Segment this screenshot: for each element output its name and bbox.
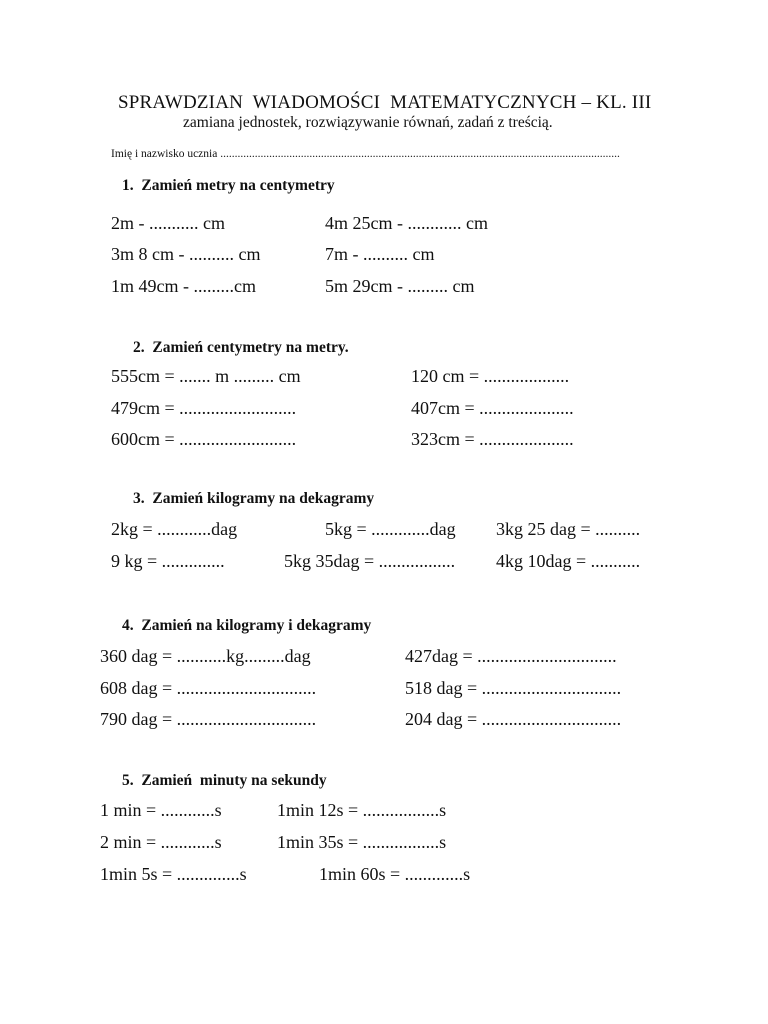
exercise-item: 4kg 10dag = ........... [496, 551, 641, 571]
exercise-item: 2kg = ............dag [111, 519, 238, 539]
exercise-item: 7m - .......... cm [325, 244, 435, 264]
exercise-item: 2 min = ............s [100, 832, 222, 852]
exercise-item: 790 dag = ............................... [100, 709, 317, 729]
exercise-item: 600cm = .......................... [111, 429, 297, 449]
section-5-heading: 5. Zamień minuty na sekundy [122, 772, 327, 789]
section-2-heading: 2. Zamień centymetry na metry. [133, 339, 349, 356]
exercise-item: 2m - ........... cm [111, 213, 225, 233]
exercise-item: 518 dag = ............................... [405, 678, 622, 698]
exercise-item: 1 min = ............s [100, 800, 222, 820]
student-name-line: Imię i nazwisko ucznia ........................................................................................................................................... [111, 148, 620, 160]
exercise-item: 204 dag = ............................... [405, 709, 622, 729]
exercise-item: 555cm = ....... m ......... cm [111, 366, 301, 386]
exercise-item: 1m 49cm - .........cm [111, 276, 256, 296]
exercise-item: 1min 12s = .................s [277, 800, 447, 820]
worksheet-subtitle: zamiana jednostek, rozwiązywanie równań, zadań z treścią. [183, 114, 553, 131]
section-4-heading: 4. Zamień na kilogramy i dekagramy [122, 617, 372, 634]
exercise-item: 9 kg = .............. [111, 551, 225, 571]
exercise-item: 407cm = ..................... [411, 398, 574, 418]
exercise-item: 5m 29cm - ......... cm [325, 276, 475, 296]
section-3-heading: 3. Zamień kilogramy na dekagramy [133, 490, 375, 507]
worksheet-title: SPRAWDZIAN WIADOMOŚCI MATEMATYCZNYCH – KL. III [118, 92, 652, 113]
exercise-item: 4m 25cm - ............ cm [325, 213, 488, 233]
exercise-item: 427dag = ............................... [405, 646, 617, 666]
exercise-item: 120 cm = ................... [411, 366, 570, 386]
exercise-item: 1min 35s = .................s [277, 832, 447, 852]
exercise-item: 360 dag = ...........kg.........dag [100, 646, 311, 666]
exercise-item: 3m 8 cm - .......... cm [111, 244, 261, 264]
exercise-item: 5kg 35dag = ................. [284, 551, 456, 571]
exercise-item: 3kg 25 dag = .......... [496, 519, 641, 539]
exercise-item: 479cm = .......................... [111, 398, 297, 418]
exercise-item: 323cm = ..................... [411, 429, 574, 449]
section-1-heading: 1. Zamień metry na centymetry [122, 177, 335, 194]
exercise-item: 5kg = .............dag [325, 519, 456, 539]
exercise-item: 608 dag = ............................... [100, 678, 317, 698]
exercise-item: 1min 5s = ..............s [100, 864, 247, 884]
exercise-item: 1min 60s = .............s [319, 864, 471, 884]
